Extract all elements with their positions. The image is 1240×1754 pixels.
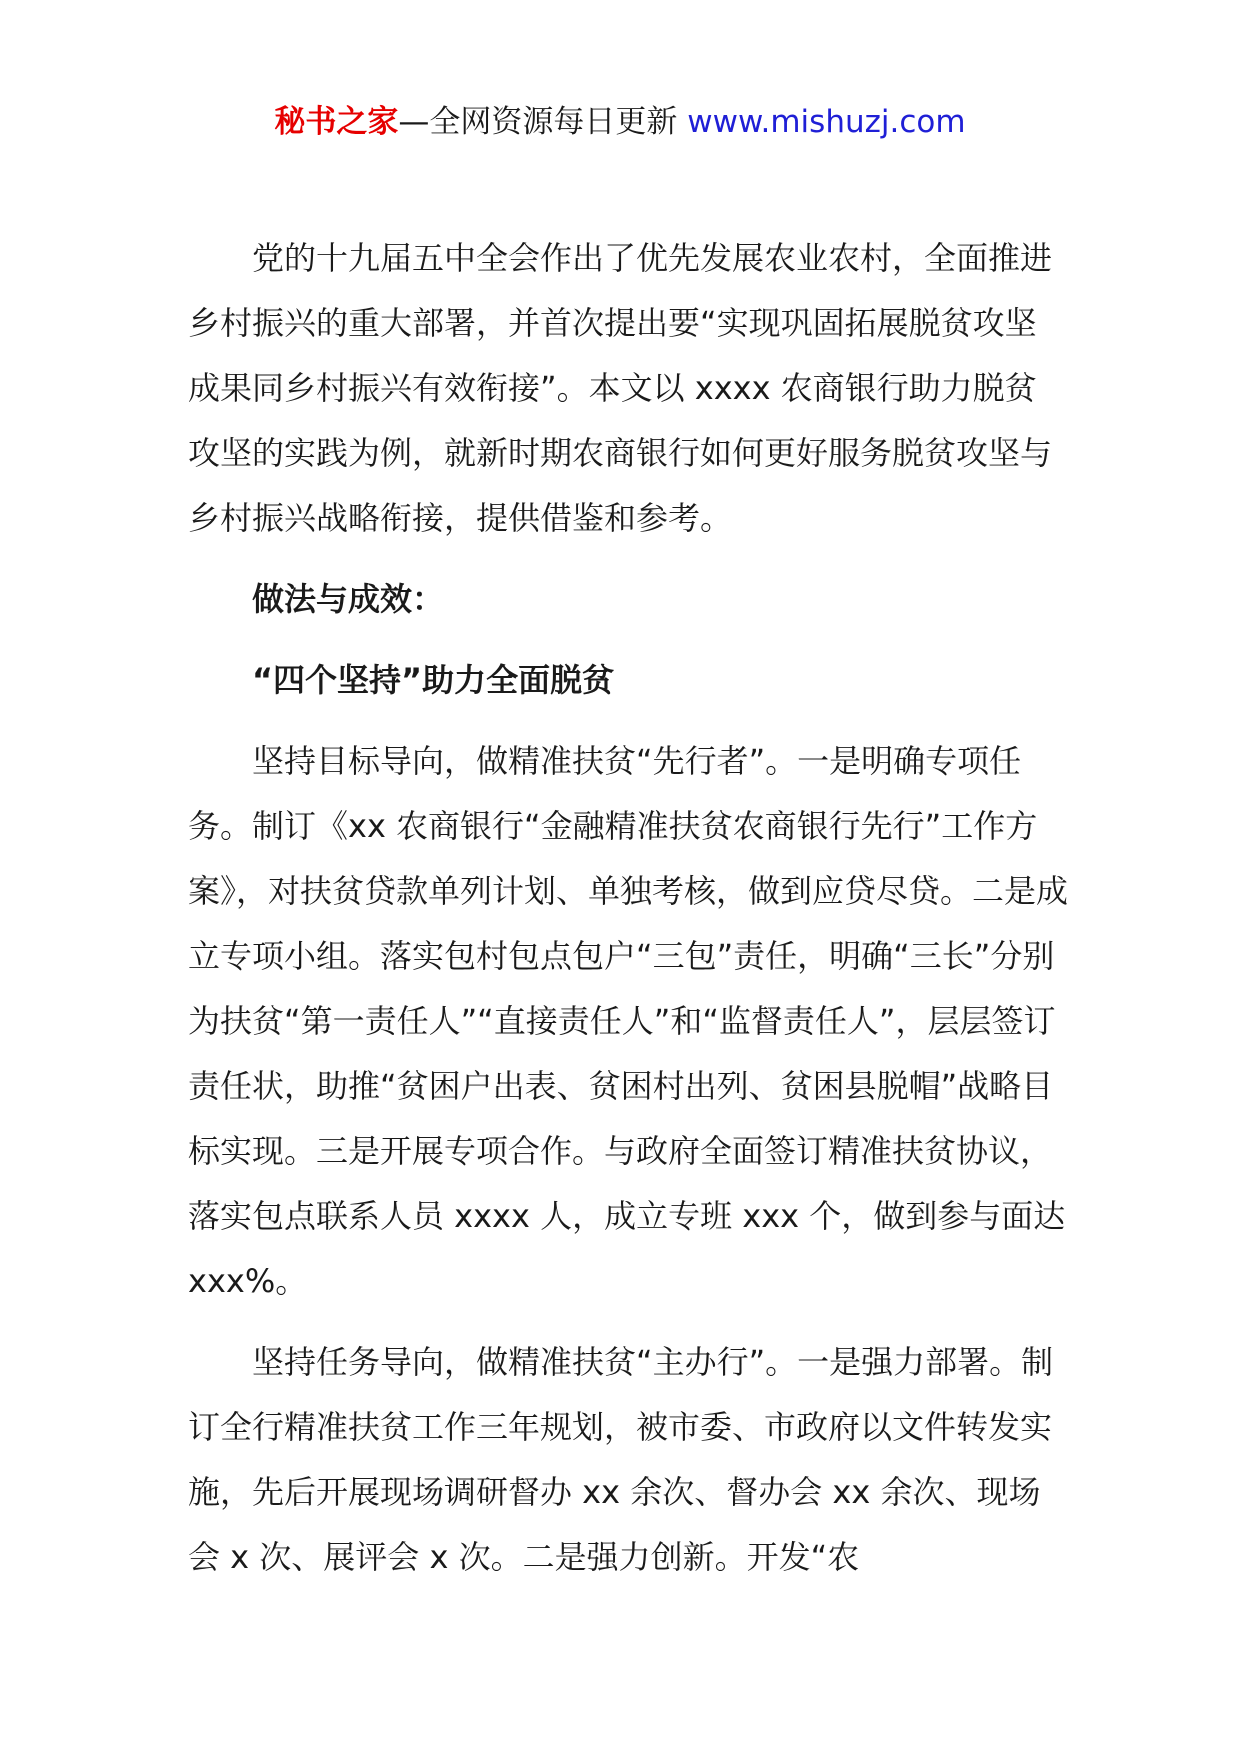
header-tagline: —全网资源每日更新 [398,104,688,140]
intro-paragraph: 党的十九届五中全会作出了优先发展农业农村，全面推进乡村振兴的重大部署，并首次提出要“实现巩固拓展脱贫攻坚成果同乡村振兴有效衔接”。本文以 xxxx 农商银行助力脱贫攻坚的实践为例，就新时期农商银行如何更好服务脱贫攻坚与乡村振兴战略衔接，提供借鉴和参考。 [188,239,1053,537]
brand-name: 秘书之家 [274,104,399,140]
section-heading: 做法与成效： [252,580,445,618]
paragraph-task-orientation: 坚持任务导向，做精准扶贫“主办行”。一是强力部署。制订全行精准扶贫工作三年规划，被市委、市政府以文件转发实施，先后开展现场调研督办 xx 余次、督办会 xx 余次、现场会 x 次、展评会 x 次。二是强力创新。开发“农 [188,1343,1054,1576]
paragraph-goal-orientation: 坚持目标导向，做精准扶贫“先行者”。一是明确专项任务。制订《xx 农商银行“金融精准扶贫农商银行先行”工作方案》，对扶贫贷款单列计划、单独考核，做到应贷尽贷。二是成立专项小组。落实包村包点包户“三包”责任，明确“三长”分别为扶贫“第一责任人”“直接责任人”和“监督责任人”，层层签订责任状，助推“贫困户出表、贫困村出列、贫困县脱帽”战略目标实现。三是开展专项合作。与政府全面签订精准扶贫协议，落实包点联系人员 xxxx 人，成立专班 xxx 个，做到参与面达 xxx%。 [188,742,1069,1300]
subsection-heading: “四个坚持”助力全面脱贫 [252,661,615,699]
website-link[interactable]: www.mishuzj.com [687,104,966,140]
page-header [0,100,1240,144]
document-body [188,226,1068,1606]
